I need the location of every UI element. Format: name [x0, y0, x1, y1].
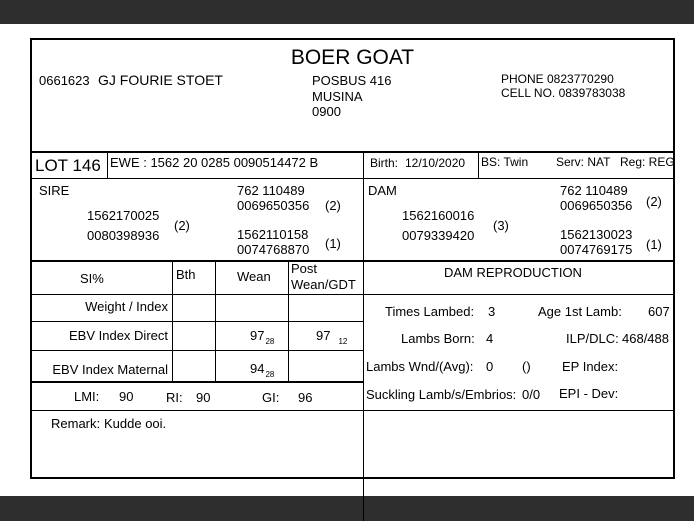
- dam-dam-count: (1): [646, 237, 662, 252]
- ebv-maternal-wean-acc: 28: [265, 370, 275, 379]
- gi-value: 96: [298, 390, 313, 405]
- dam-dam-id-a: 1562130023: [560, 227, 633, 242]
- service-type: Serv: NAT: [556, 155, 611, 169]
- ri-value: 90: [196, 390, 211, 405]
- lambs-weaned-value: 0: [486, 359, 494, 374]
- dam-sire-id-a: 762 110489: [560, 183, 628, 198]
- page-title: BOER GOAT: [290, 46, 415, 69]
- dam-id-2: 0079339420: [402, 228, 475, 243]
- suckling-value: 0/0: [522, 387, 541, 402]
- wean-header: Wean: [237, 269, 271, 284]
- dam-id-1: 1562160016: [402, 208, 475, 223]
- divider-lot: [32, 178, 673, 179]
- ebv-direct-wean-acc: 28: [265, 337, 275, 346]
- remark-label: Remark:: [51, 416, 101, 431]
- si-row-line-4: [32, 381, 363, 383]
- si-col-wean: [215, 261, 216, 382]
- phone: PHONE 0823770290: [501, 72, 614, 86]
- sire-label: SIRE: [39, 183, 70, 198]
- sire-sire-id-a: 762 110489: [237, 183, 305, 198]
- address-line-3: 0900: [312, 104, 341, 119]
- si-row-line-2: [32, 321, 363, 322]
- age-first-lamb-value: 607: [648, 304, 670, 319]
- bottom-dark-bar: [0, 496, 694, 521]
- lot-number: LOT 146: [35, 156, 101, 175]
- post-header-2: Wean/GDT: [291, 277, 356, 292]
- remark-text: Kudde ooi.: [104, 416, 167, 431]
- lambs-born-label: Lambs Born:: [401, 331, 475, 346]
- ebv-direct-wean: $97_{28}$: [250, 328, 275, 346]
- post-header: Post: [291, 261, 318, 276]
- birth-status: BS: Twin: [481, 155, 529, 169]
- lambs-weaned-avg: (): [522, 359, 531, 374]
- age-first-lamb-label: Age 1st Lamb:: [538, 304, 622, 319]
- birth-label: Birth:: [370, 156, 399, 170]
- top-dark-bar: [0, 0, 694, 24]
- ilp-dlc-value: 468/488: [622, 331, 669, 346]
- lmi-value: 90: [119, 389, 134, 404]
- sire-id-1: 1562170025: [87, 208, 160, 223]
- divider-birth-bs: [478, 151, 479, 179]
- dam-sire-count: (2): [646, 194, 662, 209]
- address-line-1: POSBUS 416: [312, 73, 392, 88]
- lmi-label: LMI:: [74, 389, 100, 404]
- row-label-ebv-direct: EBV Index Direct: [69, 328, 168, 343]
- sire-sire-count: (2): [325, 198, 341, 213]
- dam-repro-line: [363, 294, 673, 295]
- ebv-direct-post: 97 $_{12}$: [316, 328, 348, 346]
- ep-index-label: EP Index:: [562, 359, 619, 374]
- owner-name: GJ FOURIE STOET: [98, 72, 223, 88]
- si-row-line-1: [32, 294, 363, 295]
- divider-pedigree: [32, 260, 673, 262]
- times-lambed-value: 3: [488, 304, 496, 319]
- owner-code: 0661623: [39, 73, 90, 88]
- gi-label: GI:: [262, 390, 280, 405]
- sire-id-2: 0080398936: [87, 228, 160, 243]
- divider-remark: [32, 410, 673, 411]
- dam-label: DAM: [368, 183, 397, 198]
- si-col-bth: [172, 261, 173, 382]
- epi-dev-label: EPI - Dev:: [559, 386, 619, 401]
- dam-count: (3): [493, 218, 509, 233]
- sire-dam-count: (1): [325, 236, 341, 251]
- ewe-info: EWE : 1562 20 0285 0090514472 B: [110, 155, 319, 170]
- times-lambed-label: Times Lambed:: [385, 304, 475, 319]
- dam-repro-title: DAM REPRODUCTION: [444, 265, 582, 280]
- suckling-label: Suckling Lamb/s/Embrios:: [366, 387, 517, 402]
- divider-header: [32, 151, 673, 153]
- si-col-post: [288, 261, 289, 382]
- ri-label: RI:: [166, 390, 183, 405]
- row-label-ebv-maternal: EBV Index Maternal: [52, 362, 168, 377]
- si-header: SI%: [80, 271, 104, 286]
- sire-dam-id-b: 0074768870: [237, 242, 310, 257]
- row-label-weight-index: Weight / Index: [85, 299, 168, 314]
- address-line-2: MUSINA: [312, 89, 363, 104]
- bth-header: Bth: [176, 267, 196, 282]
- lambs-born-value: 4: [486, 331, 494, 346]
- ilp-dlc-label: ILP/DLC:: [566, 331, 619, 346]
- lambs-weaned-label: Lambs Wnd/(Avg):: [366, 359, 474, 374]
- divider-center: [363, 151, 364, 521]
- sire-dam-id-a: 1562110158: [237, 227, 309, 242]
- registration: Reg: REG: [620, 155, 675, 169]
- auction-card: [30, 38, 675, 479]
- sire-count: (2): [174, 218, 190, 233]
- dam-dam-id-b: 0074769175: [560, 242, 633, 257]
- dam-sire-id-b: 0069650356: [560, 198, 633, 213]
- sire-sire-id-b: 0069650356: [237, 198, 310, 213]
- birth-date: 12/10/2020: [405, 156, 466, 170]
- si-row-line-3: [32, 350, 363, 351]
- divider-lot-ewe: [107, 151, 108, 179]
- ebv-direct-post-acc: 12: [338, 337, 348, 346]
- cell: CELL NO. 0839783038: [501, 86, 626, 100]
- ebv-maternal-wean: $94_{28}$: [250, 361, 275, 379]
